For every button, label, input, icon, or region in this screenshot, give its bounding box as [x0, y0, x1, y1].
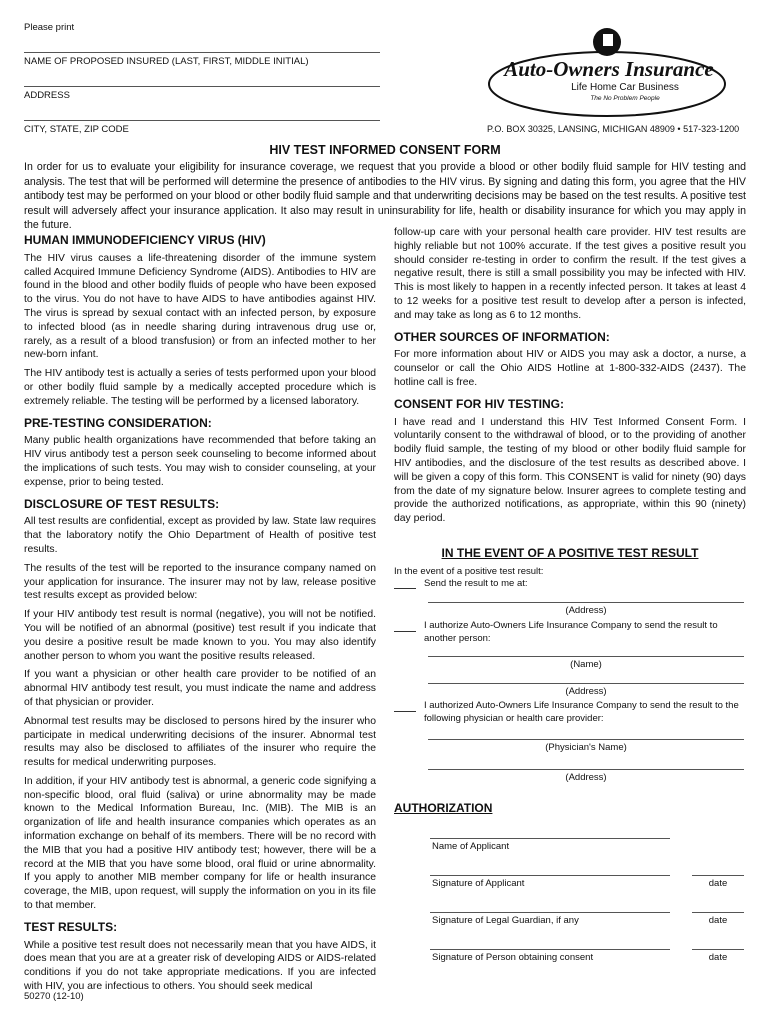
form-number: 50270 (12-10)	[24, 991, 84, 1002]
logo-slogan: The No Problem People	[590, 95, 660, 102]
test-results-paragraph: While a positive test result does not necessarily mean that you have AIDS, it does mean that you are at a greater risk of developing AIDS or AIDS-related conditions if you do not take appropriate medications. If you are infected with HIV, you are infectious to others. You should seek medical	[24, 939, 376, 993]
guardian-signature-line[interactable]	[430, 912, 670, 913]
option-physician[interactable]	[394, 699, 746, 725]
disclosure-paragraph-2: The results of the test will be reported to the insurance company named on your application for insurance. The insurer may not by law, release positive test results except as provided below:	[24, 562, 376, 602]
hiv-heading: HUMAN IMMUNODEFICIENCY VIRUS (HIV)	[24, 233, 266, 247]
please-print-label: Please print	[24, 22, 75, 33]
physician-line[interactable]	[428, 739, 744, 740]
hiv-paragraph-1: The HIV virus causes a life-threatening disorder of the immune system called Acquired Immune Deficiency Syndrome (AIDS). Antibodies to HIV are found in the blood and other bodily fluids of people who have been exposed to the virus. You do not have to have AIDS to have antibodies against HIV. The virus is spread by sexual contact with an infected person, by exposure to infected blood (as in needle sharing during intravenous drug use or, rarely, as a result of a blood transfusion) or from an infected mother to her new-born infant.	[24, 252, 376, 361]
pre-testing-paragraph: Many public health organizations have recommended that before taking an HIV virus antibody test a person seek counseling to become informed about the implications of such tests. You may wish to consider counseling, at your expense, prior to being tested.	[24, 435, 376, 488]
applicant-signature-line[interactable]	[430, 875, 670, 876]
logo-tagline: Life Home Car Business	[571, 82, 679, 93]
address-line-2[interactable]	[428, 683, 744, 684]
consent-signature-label: Signature of Person obtaining consent	[432, 952, 594, 963]
address-label-1: (Address)	[565, 605, 607, 616]
city-field-label: CITY, STATE, ZIP CODE	[24, 124, 129, 135]
address-label-3: (Address)	[565, 772, 607, 783]
address-label-2: (Address)	[565, 686, 607, 697]
disclosure-paragraph-5: Abnormal test results may be disclosed to persons hired by the insurer who participate in medical underwriting decisions of the insurer. Abnormal test results may also be disclosed to affiliates of the insurer who require the results for medical underwriting purposes.	[24, 715, 376, 769]
applicant-name-line[interactable]	[430, 838, 670, 839]
left-column	[24, 226, 376, 999]
disclosure-paragraph-6: In addition, if your HIV antibody test is abnormal, a generic code signifying a non-specific blood, oral fluid (saliva) or urine abnormality may be made known to the Medical Information Bureau, Inc. (MIB). The MIB is an organization of life and health insurance companies which operates as an information exchange on behalf of its members. There will be no record with the MIB that you had a positive HIV antibody test; however, there will be a record at the MIB that you have some blood, oral fluid or urine abnormality. If you apply to another MIB member company for life or health insurance coverage, the MIB, upon request, will supply the information on you in its file to that member.	[24, 775, 376, 912]
authorization-heading: AUTHORIZATION	[394, 801, 493, 815]
intro-paragraph: In order for us to evaluate your eligibility for insurance coverage, we request that you provide a blood or other bodily fluid sample for HIV testing and analysis. The test that will be performed will determine the presence of antibodies to the HIV virus. By signing and dating this form, you agree that the HIV antibody test may be performed on your blood or other bodily fluid sample and that underwriting decisions may be based on the test results. A positive test result will adversely affect your insurance application. It also may result in uninsurability for life, health or disability insurance for which you may apply in the future.	[24, 161, 746, 231]
positive-result-intro: In the event of a positive test result:	[394, 566, 544, 577]
option-send-to-me-checkbox[interactable]	[394, 580, 416, 589]
guardian-date-line[interactable]	[692, 912, 744, 913]
pre-testing-heading: PRE-TESTING CONSIDERATION:	[24, 415, 212, 430]
option-another-person-checkbox[interactable]	[394, 623, 416, 632]
other-sources-heading: OTHER SOURCES OF INFORMATION:	[394, 329, 610, 344]
company-logo	[485, 26, 730, 118]
address-line-1[interactable]	[428, 602, 744, 603]
address-field-line[interactable]	[24, 86, 380, 87]
test-results-heading: TEST RESULTS:	[24, 919, 118, 934]
applicant-signature-label: Signature of Applicant	[432, 878, 525, 889]
followup-paragraph: follow-up care with your personal health care provider. HIV test results are highly reliable but not 100% accurate. If the test gives a positive result you should consider re-testing in order to confirm the result. If the test gives a negative result, there is still a small possibility you may be infected with HIV. This is most likely to happen in a recently infected person. It takes at least 4 to 12 weeks for a positive test result to develop after a person is infected, and may take as long as 6 to 12 months.	[394, 227, 746, 321]
name-label: (Name)	[570, 659, 602, 670]
address-field-label: ADDRESS	[24, 90, 70, 101]
consent-date-label: date	[708, 952, 728, 963]
name-line[interactable]	[428, 656, 744, 657]
page-title: HIV TEST INFORMED CONSENT FORM	[269, 143, 501, 157]
consent-paragraph: I have read and I understand this HIV Test Informed Consent Form. I voluntarily consent to the withdrawal of blood, or to the providing of another bodily fluid sample, the testing of my blood or other bodily fluid sample for HIV antibodies, and the disclosure of the test results as described above. I will be given a copy of this form. This CONSENT is valid for ninety (90) days from the date of my signature below. Insurer agrees to complete testing and provide the authorized notifications, as appropriate, within this 90 (ninety) day period.	[394, 416, 746, 525]
consent-signature-line[interactable]	[430, 949, 670, 950]
consent-heading: CONSENT FOR HIV TESTING:	[394, 396, 565, 411]
disclosure-paragraph-4: If you want a physician or other health care provider to be notified of an abnormal HIV antibody test result, you must indicate the name and address of that physician or provider.	[24, 669, 376, 708]
disclosure-paragraph-3: If your HIV antibody test result is normal (negative), you will not be notified. You will be notified of an abnormal (positive) test result if you indicate that you desire a positive result be made known to you. You may also identify another person to whom you want the positive results released.	[24, 609, 376, 662]
option-send-to-me[interactable]	[394, 578, 746, 589]
guardian-date-label: date	[708, 915, 728, 926]
other-sources-paragraph: For more information about HIV or AIDS you may ask a doctor, a nurse, a counselor or call the Ohio AIDS Hotline at 1-800-332-AIDS (2437). The hotline call is free.	[394, 349, 746, 388]
name-field-label: NAME OF PROPOSED INSURED (LAST, FIRST, MIDDLE INITIAL)	[24, 56, 309, 67]
city-field-line[interactable]	[24, 120, 380, 121]
hiv-paragraph-2: The HIV antibody test is actually a series of tests performed upon your blood or other bodily fluid sample by a medically accepted procedure which is extremely reliable. The testing will be performed by a licensed laboratory.	[24, 368, 376, 407]
consent-date-line[interactable]	[692, 949, 744, 950]
option-another-person[interactable]	[394, 619, 746, 645]
disclosure-heading: DISCLOSURE OF TEST RESULTS:	[24, 496, 220, 511]
positive-result-heading: IN THE EVENT OF A POSITIVE TEST RESULT	[441, 546, 699, 560]
right-column	[394, 226, 746, 531]
address-line-3[interactable]	[428, 769, 744, 770]
disclosure-paragraph-1: All test results are confidential, except as provided by law. State law requires that the laboratory notify the Ohio Department of Health of positive test results.	[24, 516, 376, 555]
guardian-signature-label: Signature of Legal Guardian, if any	[432, 915, 579, 926]
name-field-line[interactable]	[24, 52, 380, 53]
applicant-date-label: date	[708, 878, 728, 889]
option-another-person-label: I authorize Auto-Owners Life Insurance Company to send the result to another person:	[424, 620, 718, 644]
option-send-to-me-label: Send the result to me at:	[424, 578, 528, 589]
applicant-name-label: Name of Applicant	[432, 841, 510, 852]
physician-label: (Physician's Name)	[545, 742, 627, 753]
option-physician-label: I authorized Auto-Owners Life Insurance Company to send the result to the following physician or health care provider:	[424, 700, 739, 724]
company-address: P.O. BOX 30325, LANSING, MICHIGAN 48909 • 517-323-1200	[487, 124, 740, 134]
logo-name: Auto-Owners Insurance	[504, 57, 714, 81]
option-physician-checkbox[interactable]	[394, 703, 416, 712]
applicant-date-line[interactable]	[692, 875, 744, 876]
